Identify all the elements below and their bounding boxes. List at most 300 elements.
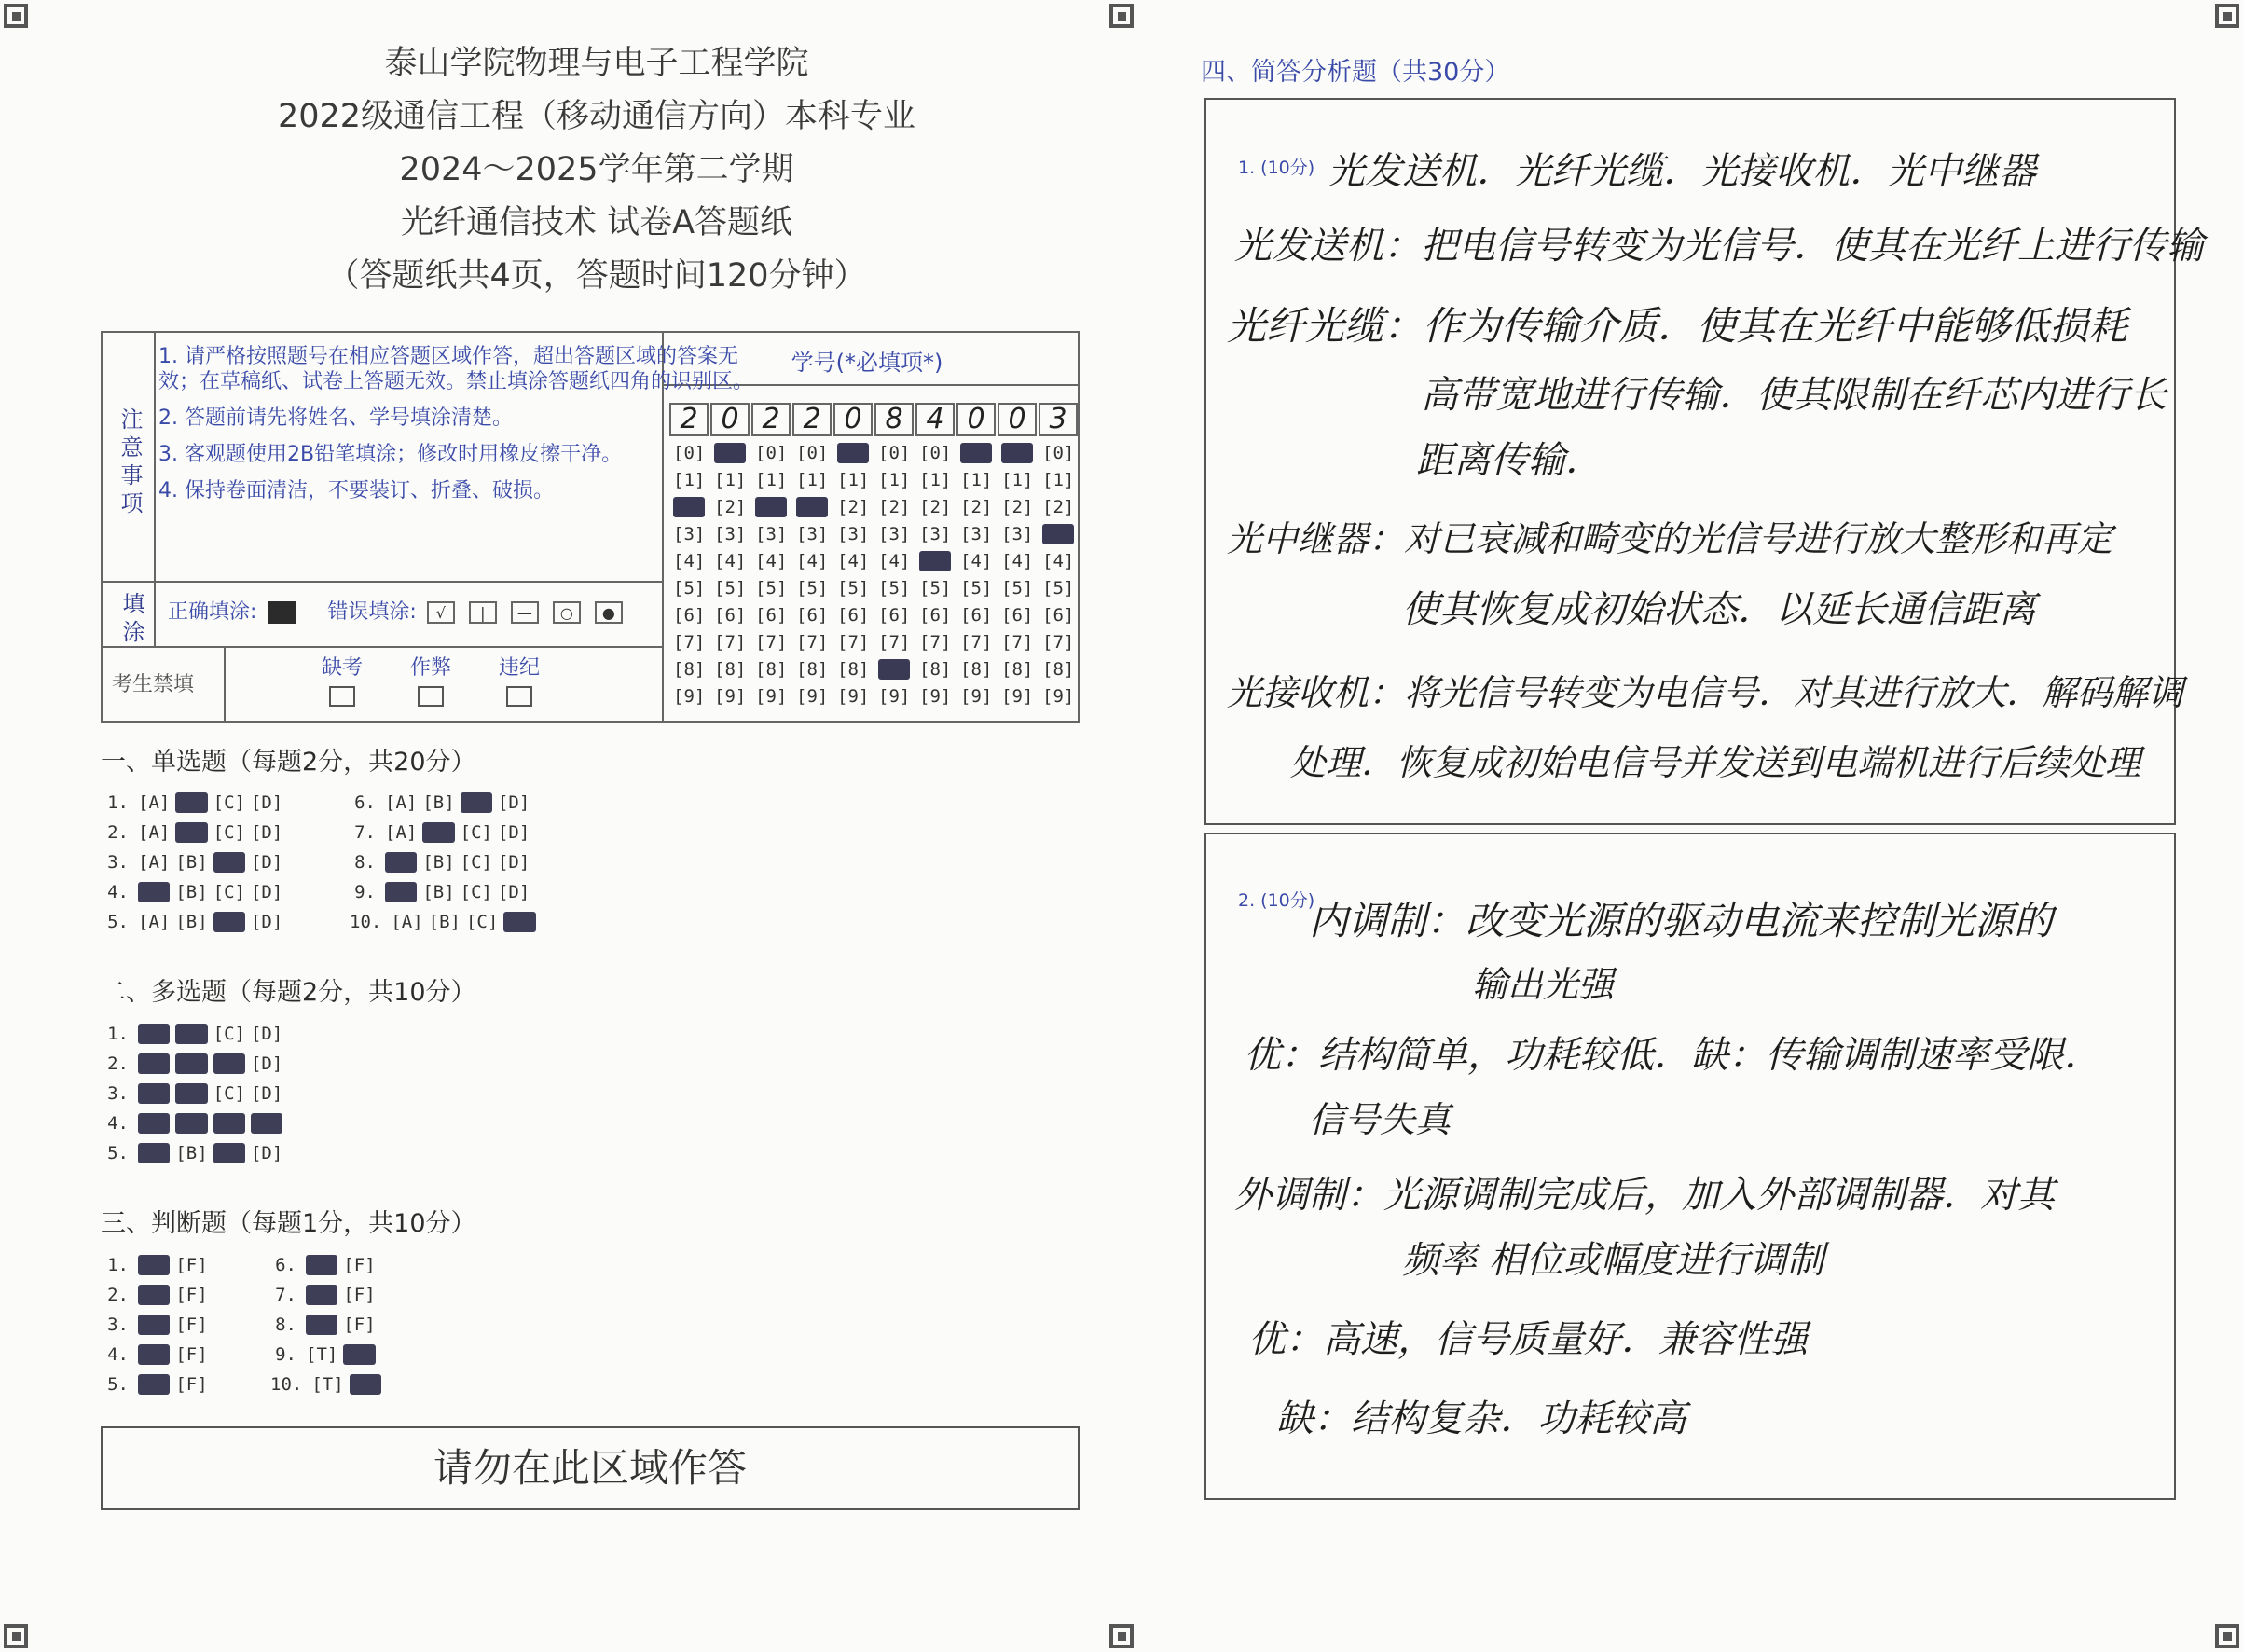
student-id-bubble[interactable]: [2] [878,497,911,517]
student-id-bubble[interactable]: [9] [714,686,747,707]
student-id-bubble[interactable]: [7] [1001,632,1034,653]
true-false-option[interactable]: [T] [311,1374,344,1395]
q2-line-7: 优：高速，信号质量好．兼容性强 [1248,1318,1808,1361]
student-id-bubble[interactable]: [6] [1042,605,1075,626]
true-false-number: 6. [275,1255,296,1275]
true-false-option[interactable]: [T] [306,1344,338,1365]
single-choice-row [350,852,535,873]
multi-choice-row [103,1083,288,1104]
multi-choice-title: 二、多选题（每题2分，共10分） [101,978,476,1007]
multi-choice-option[interactable] [213,1113,245,1134]
student-id-bubble[interactable] [919,551,951,571]
header-college: 泰山学院物理与电子工程学院 [384,45,809,82]
student-id-bubble[interactable]: [6] [878,605,911,626]
student-id-bubble[interactable]: [3] [837,524,870,544]
student-id-bubble[interactable] [755,497,787,517]
single-choice-option[interactable]: [C] [213,822,245,843]
violation-box [499,652,540,707]
fill-example-row [168,596,626,625]
student-id-bubble[interactable]: [8] [960,659,993,680]
single-choice-option[interactable]: [A] [385,822,418,843]
student-id-digit-6: 8 [874,403,914,436]
single-choice-option[interactable]: [D] [250,912,283,932]
true-false-row [270,1344,381,1365]
student-id-bubble[interactable]: [2] [1042,497,1075,517]
single-choice-option[interactable] [213,912,245,932]
student-id-bubble[interactable]: [4] [714,551,747,571]
q1-line-9: 处理．恢复成初始电信号并发送到电端机进行后续处理 [1290,742,2141,783]
student-id-bubble[interactable]: [1] [878,470,911,490]
single-choice-number: 10. [350,912,382,932]
student-id-bubble[interactable]: [5] [837,578,870,599]
student-id-bubble[interactable]: [7] [960,632,993,653]
q2-line-8: 缺：结构复杂．功耗较高 [1276,1397,1686,1440]
notice-label: 注意事项 [117,407,143,519]
student-id-bubble[interactable]: [9] [960,686,993,707]
single-choice-option[interactable]: [D] [250,852,283,873]
multi-choice-option[interactable] [138,1024,170,1044]
true-false-row [270,1255,381,1275]
student-id-bubble[interactable]: [6] [837,605,870,626]
single-choice-option[interactable]: [B] [422,882,455,902]
q1-line-7: 使其恢复成初始状态．以延长通信距离 [1402,588,2036,631]
student-id-bubble[interactable]: [0] [1042,443,1075,463]
student-id-bubble[interactable]: [8] [837,659,870,680]
cheat-checkbox[interactable] [418,686,444,707]
student-id-bubble[interactable]: [1] [714,470,747,490]
wrong-mark-dot: ● [595,601,623,624]
true-false-option[interactable] [138,1255,170,1275]
single-choice-option[interactable]: [B] [422,792,455,813]
student-id-bubble[interactable]: [8] [714,659,747,680]
student-id-bubble[interactable]: [7] [919,632,952,653]
student-id-bubble[interactable]: [3] [878,524,911,544]
corner-mark-bottom-center [1109,1624,1134,1648]
student-id-title: 学号(*必填项*) [791,350,943,376]
single-choice-option[interactable]: [A] [385,792,418,813]
student-id-bubble[interactable]: [5] [919,578,952,599]
student-id-bubble[interactable]: [5] [1042,578,1075,599]
true-false-number: 7. [275,1285,296,1305]
multi-choice-option[interactable]: [D] [250,1053,283,1074]
single-choice-option[interactable]: [D] [497,852,530,873]
multi-choice-option[interactable] [175,1113,207,1134]
absent-checkbox[interactable] [329,686,355,707]
student-id-bubble[interactable]: [1] [1001,470,1034,490]
student-id-bubble[interactable]: [2] [714,497,747,517]
single-choice-option[interactable]: [D] [250,792,283,813]
student-id-digit-1: 2 [669,403,709,436]
student-id-bubble[interactable]: [4] [796,551,829,571]
single-choice-row [103,882,288,902]
wrong-mark-dash: — [511,601,539,624]
q1-line-1: 光发送机．光纤光缆．光接收机．光中继器 [1328,150,2036,193]
student-id-bubble[interactable]: [4] [755,551,788,571]
multi-choice-option[interactable]: [B] [175,1143,208,1163]
cheat-box [410,652,451,707]
student-id-bubble[interactable]: [5] [755,578,788,599]
single-choice-number: 8. [354,852,376,873]
single-choice-option[interactable]: [A] [391,912,423,932]
true-false-number: 9. [275,1344,296,1365]
true-false-row [270,1285,381,1305]
single-choice-option[interactable]: [A] [138,822,171,843]
multi-choice-option[interactable] [175,1053,207,1074]
student-id-bubble[interactable] [673,497,705,517]
single-choice-option[interactable]: [B] [428,912,461,932]
true-false-option[interactable] [306,1285,337,1305]
single-choice-option[interactable]: [D] [250,822,283,843]
q1-line-8: 光接收机：将光信号转变为电信号．对其进行放大．解码解调 [1227,672,2184,713]
true-false-number: 1. [107,1255,129,1275]
student-id-bubble[interactable]: [0] [919,443,952,463]
multi-choice-row [103,1113,288,1134]
student-id-bubble[interactable]: [9] [755,686,788,707]
true-false-row [103,1315,213,1335]
true-false-title: 三、判断题（每题1分，共10分） [101,1209,476,1238]
true-false-option[interactable]: [F] [175,1285,208,1305]
student-id-digit-10: 3 [1039,403,1078,436]
student-id-bubble[interactable]: [5] [1001,578,1034,599]
multi-choice-option[interactable]: [D] [250,1083,283,1104]
sheet-header [168,37,1025,303]
multi-choice-number: 5. [107,1143,129,1163]
single-choice-option[interactable] [461,792,492,813]
single-choice-number: 2. [107,822,129,843]
single-choice-option[interactable] [213,852,245,873]
true-false-option[interactable] [138,1344,170,1365]
student-id-bubble[interactable] [960,443,992,463]
true-false-option[interactable] [138,1285,170,1305]
single-choice-option[interactable]: [D] [497,822,530,843]
short-answer-title: 四、简答分析题（共30分） [1201,58,1510,87]
wrong-mark-check: √ [427,601,455,624]
student-id-bubble[interactable]: [9] [796,686,829,707]
student-id-bubble[interactable]: [7] [878,632,911,653]
q1-line-3: 光纤光缆：作为传输介质．使其在光纤中能够低损耗 [1227,303,2128,349]
student-id-bubble[interactable]: [1] [755,470,788,490]
single-choice-option[interactable]: [A] [138,852,171,873]
single-choice-number: 6. [354,792,376,813]
student-id-bubble[interactable]: [8] [919,659,952,680]
student-id-bubble[interactable]: [6] [1001,605,1034,626]
true-false-number: 10. [270,1374,303,1395]
student-id-bubble[interactable]: [5] [796,578,829,599]
fill-label: 填涂 [118,592,144,648]
wrong-fill-label: 错误填涂: [327,600,417,624]
student-id-bubble[interactable]: [6] [960,605,993,626]
corner-mark-bottom-left [4,1624,28,1648]
true-false-row [103,1344,213,1365]
true-false-row [103,1285,213,1305]
multi-choice-option[interactable] [213,1053,245,1074]
single-choice-row [350,882,535,902]
student-id-bubble[interactable] [878,659,910,680]
true-false-number: 5. [107,1374,129,1395]
corner-mark-top-left [4,4,28,28]
true-false-row [103,1255,213,1275]
student-id-bubble[interactable]: [0] [673,443,706,463]
student-id-digit-9: 0 [998,403,1037,436]
multi-choice-option[interactable]: [D] [250,1024,283,1044]
student-id-bubble[interactable] [714,443,746,463]
true-false-option[interactable] [350,1374,381,1395]
single-choice-option[interactable]: [C] [460,852,492,873]
no-answer-area: 请勿在此区域作答 [101,1426,1080,1510]
student-id-bubble[interactable]: [2] [837,497,870,517]
single-choice-number: 4. [107,882,129,902]
multi-choice-option[interactable] [138,1113,170,1134]
student-id-digit-8: 0 [956,403,996,436]
q1-number: 1. (10分) [1238,158,1315,178]
notice-item-4: 4. 保持卷面清洁，不要装订、折叠、破损。 [158,479,554,502]
student-id-bubble[interactable]: [6] [673,605,706,626]
student-id-bubble[interactable]: [7] [796,632,829,653]
student-id-bubble[interactable]: [7] [755,632,788,653]
true-false-option[interactable]: [F] [175,1315,208,1335]
student-id-bubble[interactable]: [9] [878,686,911,707]
multi-choice-option[interactable]: [D] [250,1143,283,1163]
q2-line-3: 优：结构简单，功耗较低．缺：传输调制速率受限． [1244,1034,2101,1077]
student-id-bubble[interactable]: [1] [1042,470,1075,490]
student-id-bubble[interactable]: [5] [714,578,747,599]
single-choice-option[interactable]: [C] [460,882,492,902]
q2-number: 2. (10分) [1238,890,1315,911]
student-id-bubble[interactable]: [4] [878,551,911,571]
student-id-bubble[interactable]: [3] [919,524,952,544]
student-id-bubble[interactable]: [6] [714,605,747,626]
student-id-bubble[interactable]: [1] [960,470,993,490]
single-choice-row [350,822,535,843]
true-false-option[interactable] [306,1255,337,1275]
answer-box-q2[interactable] [1204,833,2176,1500]
single-choice-row [103,792,288,813]
cheat-label: 作弊 [410,656,452,680]
true-false-option[interactable]: [F] [343,1255,376,1275]
true-false-option[interactable] [138,1374,170,1395]
single-choice-option[interactable]: [C] [213,882,245,902]
single-choice-number: 3. [107,852,129,873]
multi-choice-number: 2. [107,1053,129,1074]
true-false-option[interactable]: [F] [175,1374,208,1395]
single-choice-option[interactable] [138,882,170,902]
single-choice-option[interactable]: [A] [138,912,171,932]
single-choice-number: 7. [354,822,376,843]
q1-line-4: 高带宽地进行传输．使其限制在纤芯内进行长 [1421,374,2167,417]
multi-choice-option[interactable] [175,1024,207,1044]
q1-line-6: 光中继器：对已衰减和畸变的光信号进行放大整形和再定 [1227,518,2113,559]
student-id-bubble[interactable]: [3] [796,524,829,544]
single-choice-row [350,912,542,932]
true-false-number: 4. [107,1344,129,1365]
student-id-bubble[interactable]: [4] [837,551,870,571]
header-major: 2022级通信工程（移动通信方向）本科专业 [277,98,916,135]
corner-mark-top-center [1109,4,1134,28]
single-choice-option[interactable] [422,822,454,843]
student-id-bubble[interactable]: [9] [1001,686,1034,707]
student-id-bubble[interactable]: [0] [878,443,911,463]
student-id-bubble[interactable]: [5] [960,578,993,599]
student-id-bubble[interactable]: [8] [796,659,829,680]
corner-mark-top-right [2215,4,2239,28]
student-id-bubble[interactable]: [9] [1042,686,1075,707]
single-choice-option[interactable]: [C] [465,912,499,932]
notice-item-2: 2. 答题前请先将姓名、学号填涂清楚。 [158,406,513,430]
student-id-bubble[interactable]: [1] [796,470,829,490]
student-id-bubble[interactable]: [0] [796,443,829,463]
student-id-bubble[interactable] [837,443,869,463]
student-id-bubble[interactable]: [3] [960,524,993,544]
true-false-number: 3. [107,1315,129,1335]
student-id-bubble[interactable]: [3] [755,524,788,544]
single-choice-option[interactable]: [C] [460,822,492,843]
student-id-bubble[interactable]: [4] [960,551,993,571]
single-choice-option[interactable] [385,882,417,902]
student-id-bubble[interactable]: [6] [755,605,788,626]
wrong-mark-bar: | [469,601,497,624]
student-id-bubble[interactable]: [0] [755,443,788,463]
q2-line-4: 信号失真 [1309,1099,1452,1140]
student-id-bubble[interactable]: [3] [1001,524,1034,544]
single-choice-option[interactable] [385,852,417,873]
student-id-bubble[interactable]: [4] [673,551,706,571]
single-choice-option[interactable]: [D] [250,882,283,902]
student-id-bubble[interactable]: [7] [673,632,706,653]
single-choice-option[interactable]: [B] [422,852,455,873]
wrong-mark-circle: ○ [553,601,581,624]
multi-choice-row [103,1024,288,1044]
student-id-bubble[interactable]: [8] [673,659,706,680]
student-id-bubble[interactable]: [8] [1001,659,1034,680]
true-false-option[interactable]: [F] [175,1344,208,1365]
student-id-digit-5: 0 [833,403,873,436]
student-id-bubble[interactable]: [5] [673,578,706,599]
true-false-number: 2. [107,1285,129,1305]
true-false-row [103,1374,213,1395]
multi-choice-row [103,1143,288,1163]
student-id-bubble[interactable]: [6] [919,605,952,626]
header-course: 光纤通信技术 试卷A答题纸 [400,204,793,241]
student-id-bubble[interactable]: [5] [878,578,911,599]
student-id-digit-7: 4 [915,403,955,436]
violation-label: 违纪 [499,656,541,680]
student-id-bubble[interactable]: [1] [673,470,706,490]
q1-line-2: 光发送机：把电信号转变为光信号．使其在光纤上进行传输 [1234,225,2204,268]
student-id-bubble[interactable]: [9] [837,686,870,707]
multi-choice-option[interactable] [138,1053,170,1074]
multi-choice-option[interactable] [138,1143,170,1163]
student-id-bubble[interactable]: [4] [1001,551,1034,571]
student-id-bubble[interactable]: [7] [714,632,747,653]
student-id-bubble[interactable]: [4] [1042,551,1075,571]
multi-choice-number: 1. [107,1024,129,1044]
single-choice-option[interactable]: [C] [213,792,245,813]
multi-choice-row [103,1053,288,1074]
single-choice-number: 9. [354,882,376,902]
student-id-bubble[interactable] [1042,524,1074,544]
single-choice-option[interactable]: [B] [175,852,208,873]
student-id-bubble[interactable]: [9] [919,686,952,707]
student-id-bubble[interactable]: [7] [837,632,870,653]
multi-choice-option[interactable] [251,1113,282,1134]
single-choice-row [103,912,288,932]
single-choice-option[interactable] [175,822,207,843]
multi-choice-option[interactable] [138,1083,170,1104]
header-note: （答题纸共4页，答题时间120分钟） [326,257,867,295]
true-false-number: 8. [275,1315,296,1335]
student-id-bubble[interactable]: [2] [1001,497,1034,517]
student-id-bubble[interactable]: [7] [1042,632,1075,653]
student-id-bubble[interactable]: [8] [755,659,788,680]
q2-line-6: 频率 相位或幅度进行调制 [1402,1239,1824,1282]
student-id-bubble[interactable]: [1] [919,470,952,490]
header-term: 2024～2025学年第二学期 [399,151,794,188]
single-choice-row [103,822,288,843]
multi-choice-number: 4. [107,1113,129,1134]
student-id-digit-4: 2 [792,403,832,436]
single-choice-option[interactable]: [B] [175,882,208,902]
absent-box [322,652,363,707]
student-id-bubble[interactable] [1001,443,1033,463]
single-choice-option[interactable]: [D] [497,882,530,902]
true-false-option[interactable]: [F] [175,1255,208,1275]
student-id-bubble[interactable] [796,497,828,517]
student-id-digit-2: 0 [710,403,750,436]
student-id-bubble[interactable]: [2] [960,497,993,517]
q1-line-5: 距离传输． [1416,439,1603,482]
student-id-bubble[interactable]: [3] [714,524,747,544]
answer-box-q1[interactable] [1204,98,2204,825]
student-id-bubble[interactable]: [8] [1042,659,1075,680]
multi-choice-option[interactable] [175,1083,207,1104]
q2-line-5: 外调制：光源调制完成后，加入外部调制器．对其 [1234,1174,2055,1217]
corner-mark-bottom-right [2215,1624,2239,1648]
examiner-label: 考生禁填 [112,673,195,696]
student-id-bubble[interactable]: [2] [919,497,952,517]
notice-item-1: 1. 请严格按照题号在相应答题区域作答，超出答题区域的答案无效；在草稿纸、试卷上答题无效。禁止填涂答题纸四角的识别区。 [158,345,754,393]
correct-fill-swatch [268,601,296,624]
multi-choice-option[interactable]: [C] [213,1024,245,1044]
notice-box [101,331,1080,723]
true-false-option[interactable] [343,1344,375,1365]
single-choice-row [103,852,288,873]
true-false-option[interactable] [306,1315,337,1335]
single-choice-title: 一、单选题（每题2分，共20分） [101,748,476,777]
student-id-bubble[interactable]: [9] [673,686,706,707]
single-choice-option[interactable]: [D] [497,792,530,813]
multi-choice-number: 3. [107,1083,129,1104]
single-choice-option[interactable] [503,912,535,932]
true-false-row [270,1315,381,1335]
multi-choice-option[interactable] [213,1143,245,1163]
true-false-option[interactable]: [F] [343,1285,376,1305]
true-false-option[interactable] [138,1315,170,1335]
single-choice-row [350,792,535,813]
true-false-row [270,1374,387,1395]
student-id-bubble[interactable]: [6] [796,605,829,626]
single-choice-option[interactable]: [A] [138,792,171,813]
multi-choice-option[interactable]: [C] [213,1083,245,1104]
single-choice-option[interactable]: [B] [175,912,208,932]
student-id-bubble[interactable]: [3] [673,524,706,544]
student-id-bubble[interactable]: [1] [837,470,870,490]
single-choice-option[interactable] [175,792,207,813]
student-id-digit-3: 2 [751,403,791,436]
single-choice-number: 5. [107,912,129,932]
violation-checkbox[interactable] [506,686,532,707]
true-false-option[interactable]: [F] [343,1315,376,1335]
absent-label: 缺考 [322,656,364,680]
